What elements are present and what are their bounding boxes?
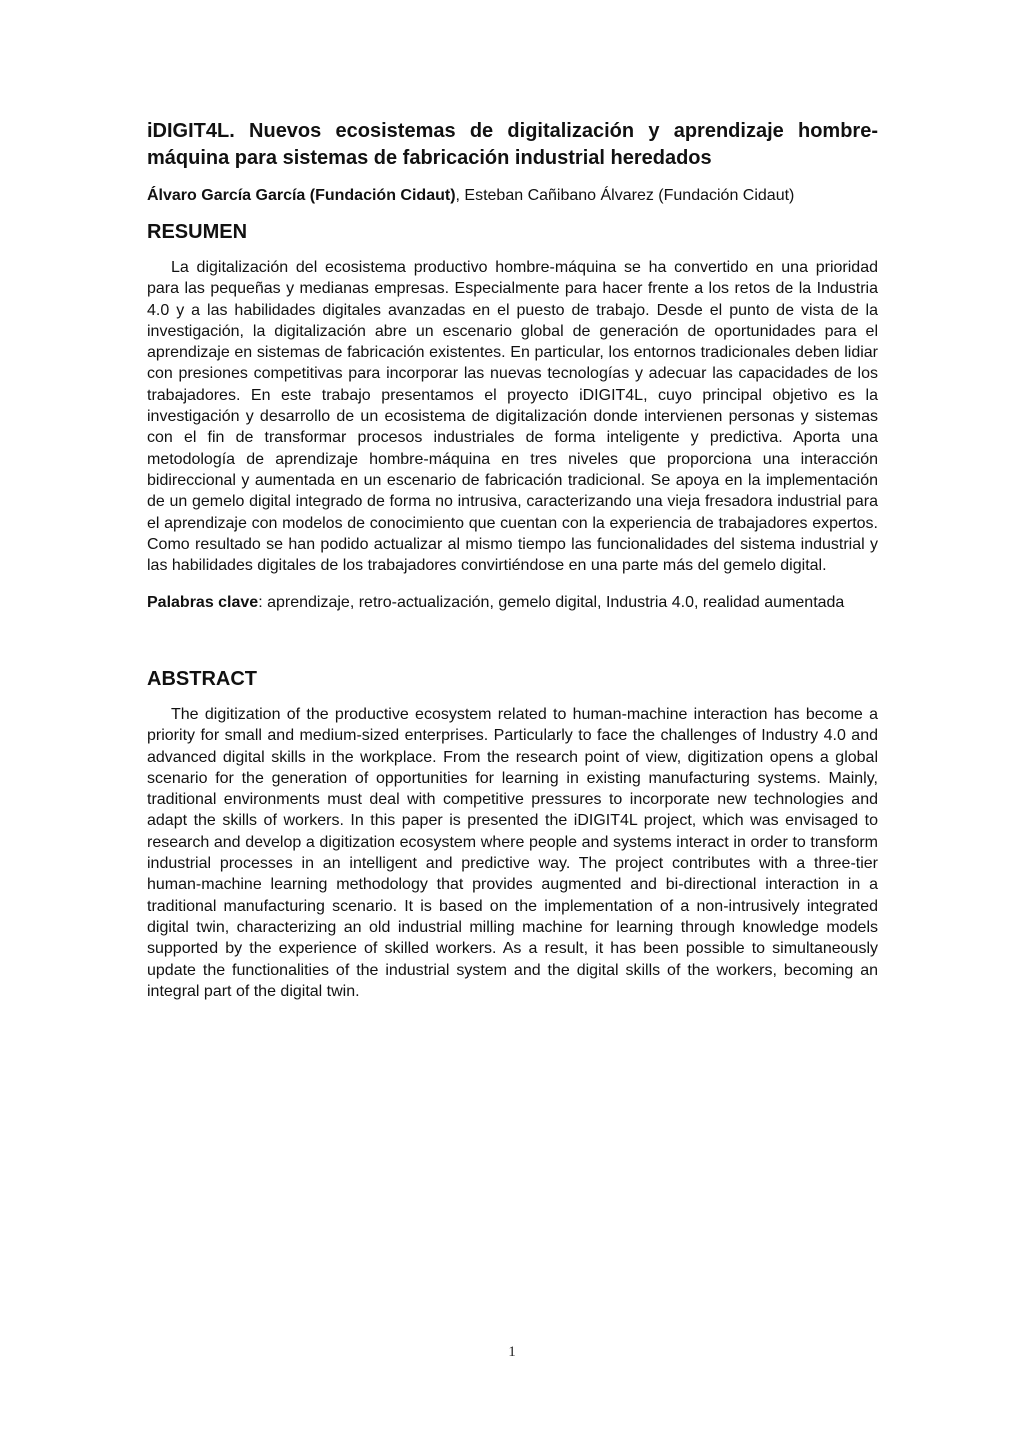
secondary-author: Esteban Cañibano Álvarez (Fundación Cidaut) [464,187,795,204]
abstract-heading: ABSTRACT [147,667,257,690]
resumen-text: La digitalización del ecosistema productivo hombre-máquina se ha convertido en una prioridad para las pequeñas y medianas empresas. Especialmente para hacer frente a los retos de la Industria 4.0 y a las habilidades digitales avanzadas en el puesto de trabajo. Desde el punto de vista de la investigación, la digitalización abre un escenario global de generación de oportunidades para el aprendizaje en sistemas de fabricación existentes. En particular, los entornos tradicionales deben lidiar con presiones competitivas para incorporar las nuevas tecnologías y adecuar las capacidades de los trabajadores. En este trabajo presentamos el proyecto iDIGIT4L, cuyo principal objetivo es la investigación y desarrollo de un ecosistema de digitalización donde intervienen personas y sistemas con el fin de transformar procesos industriales de forma inteligente y predictiva. Aporta una metodología de aprendizaje hombre-máquina en tres niveles que proporciona una interacción bidireccional y aumentada en un escenario de fabricación tradicional. Se apoya en la implementación de un gemelo digital integrado de forma no intrusiva, caracterizando una vieja fresadora industrial para el aprendizaje con modelos de conocimiento que cuentan con la experiencia de trabajadores expertos. Como resultado se han podido actualizar al mismo tiempo las funcionalidades del sistema industrial y las habilidades digitales de los trabajadores convirtiéndose en una parte más del gemelo digital. [147,259,878,575]
abstract-text: The digitization of the productive ecosystem related to human-machine interaction has become a priority for small and medium-sized enterprises. Particularly to face the challenges of Industry 4.0 and advanced digital skills in the workplace. From the research point of view, digitization opens a global scenario for the generation of opportunities for learning in existing manufacturing systems. Mainly, traditional environments must deal with competitive pressures to incorporate new technologies and adapt the skills of workers. In this paper is presented the iDIGIT4L project, which was envisaged to research and develop a digitization ecosystem where people and systems interact in order to transform industrial processes in an intelligent and predictive way. The project contributes with a three-tier human-machine learning methodology that provides augmented and bi-directional interaction in a traditional manufacturing scenario. It is based on the implementation of a non-intrusively integrated digital twin, characterizing an old industrial milling machine for learning through knowledge models supported by the experience of skilled workers. As a result, it has been possible to simultaneously update the functionalities of the industrial system and the digital skills of the workers, becoming an integral part of the digital twin. [147,705,878,1000]
page-number: 1 [508,1344,516,1360]
author-line [147,185,878,207]
keywords-label: Palabras clave [147,594,259,612]
resumen-heading: RESUMEN [147,221,248,243]
author-separator: , [455,187,465,204]
primary-author: Álvaro García García (Fundación Cidaut) [147,187,456,204]
keywords-separator: : [258,594,268,612]
keywords-text: aprendizaje, retro-actualización, gemelo digital, Industria 4.0, realidad aumentada [267,594,845,612]
paper-title: iDIGIT4L. Nuevos ecosistemas de digitalización y aprendizaje hombre-máquina para sistemas de fabricación industrial heredados [147,120,878,169]
paper-page [147,118,878,1002]
keywords-line [147,592,878,614]
